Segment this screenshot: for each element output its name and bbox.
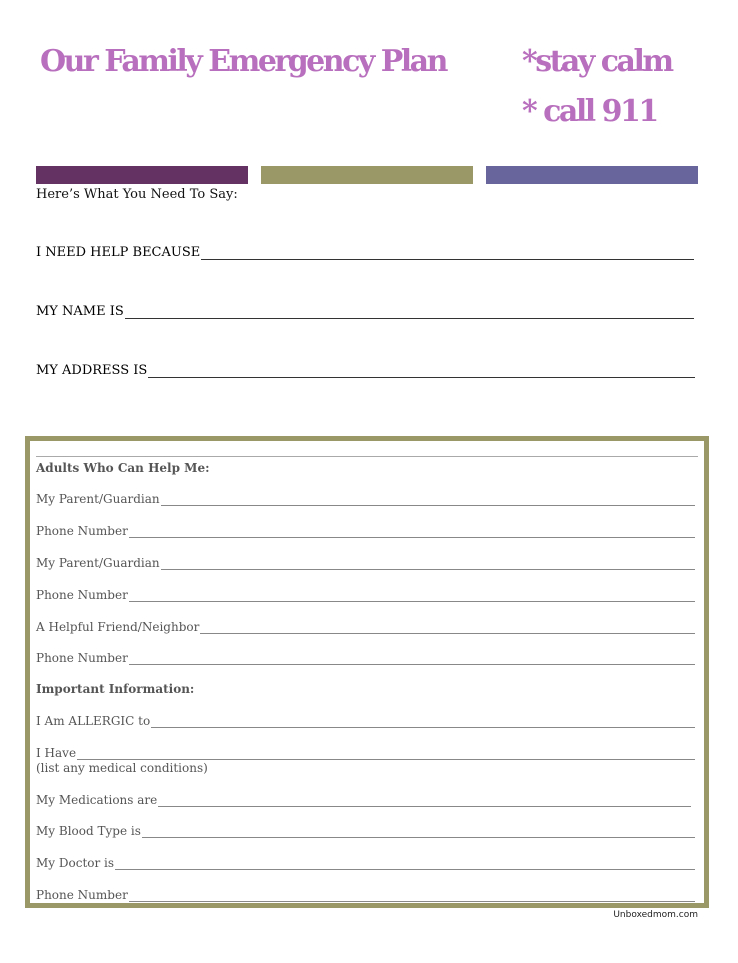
tip-stay-calm: *stay calm xyxy=(522,44,672,79)
footer-credit: Unboxedmom.com xyxy=(613,910,698,920)
blank-line[interactable] xyxy=(129,890,695,902)
blank-line[interactable] xyxy=(125,306,694,319)
page-title: Our Family Emergency Plan xyxy=(40,44,446,79)
field-label: I Have xyxy=(36,746,77,760)
info-heading: Important Information: xyxy=(36,682,195,696)
blank-line[interactable] xyxy=(151,716,695,728)
friend-neighbor-field[interactable] xyxy=(36,620,695,634)
tip-call-911: * call 911 xyxy=(522,94,657,129)
field-label: My Doctor is xyxy=(36,856,115,870)
blank-line[interactable] xyxy=(129,653,695,665)
field-label: A Helpful Friend/Neighbor xyxy=(36,620,200,634)
phone-2-field[interactable] xyxy=(36,588,695,602)
blood-type-field[interactable] xyxy=(36,824,695,838)
adults-heading: Adults Who Can Help Me: xyxy=(36,461,210,475)
address-field[interactable] xyxy=(36,363,695,378)
blue-divider xyxy=(486,166,698,184)
medications-field[interactable] xyxy=(36,793,691,807)
field-label: Phone Number xyxy=(36,524,128,538)
field-label: MY NAME IS xyxy=(36,304,124,319)
field-label: Phone Number xyxy=(36,651,128,665)
allergic-field[interactable] xyxy=(36,714,695,728)
field-label: Phone Number xyxy=(36,588,128,602)
blank-line[interactable] xyxy=(129,526,695,538)
phone-1-field[interactable] xyxy=(36,524,695,538)
doctor-field[interactable] xyxy=(36,856,695,870)
box-top-rule xyxy=(36,456,698,457)
field-label: My Blood Type is xyxy=(36,824,141,838)
doctor-phone-field[interactable] xyxy=(36,888,695,902)
say-heading: Here’s What You Need To Say: xyxy=(36,187,238,202)
olive-divider xyxy=(261,166,473,184)
parent-guardian-2-field[interactable] xyxy=(36,556,695,570)
name-field[interactable] xyxy=(36,304,694,319)
blank-line[interactable] xyxy=(161,558,695,570)
field-label: Phone Number xyxy=(36,888,128,902)
parent-guardian-1-field[interactable] xyxy=(36,492,695,506)
blank-line[interactable] xyxy=(148,365,695,378)
field-label: My Medications are xyxy=(36,793,158,807)
blank-line[interactable] xyxy=(142,826,695,838)
purple-divider xyxy=(36,166,248,184)
conditions-field[interactable] xyxy=(36,746,695,760)
field-label: My Parent/Guardian xyxy=(36,556,160,570)
blank-line[interactable] xyxy=(129,590,695,602)
blank-line[interactable] xyxy=(77,748,695,760)
field-label: I NEED HELP BECAUSE xyxy=(36,245,201,260)
blank-line[interactable] xyxy=(201,247,694,260)
blank-line[interactable] xyxy=(158,795,691,807)
conditions-note: (list any medical conditions) xyxy=(36,761,208,775)
blank-line[interactable] xyxy=(115,858,695,870)
field-label: I Am ALLERGIC to xyxy=(36,714,151,728)
phone-3-field[interactable] xyxy=(36,651,695,665)
field-label: My Parent/Guardian xyxy=(36,492,160,506)
help-because-field[interactable] xyxy=(36,245,694,260)
field-label: MY ADDRESS IS xyxy=(36,363,148,378)
blank-line[interactable] xyxy=(161,494,695,506)
blank-line[interactable] xyxy=(200,622,695,634)
